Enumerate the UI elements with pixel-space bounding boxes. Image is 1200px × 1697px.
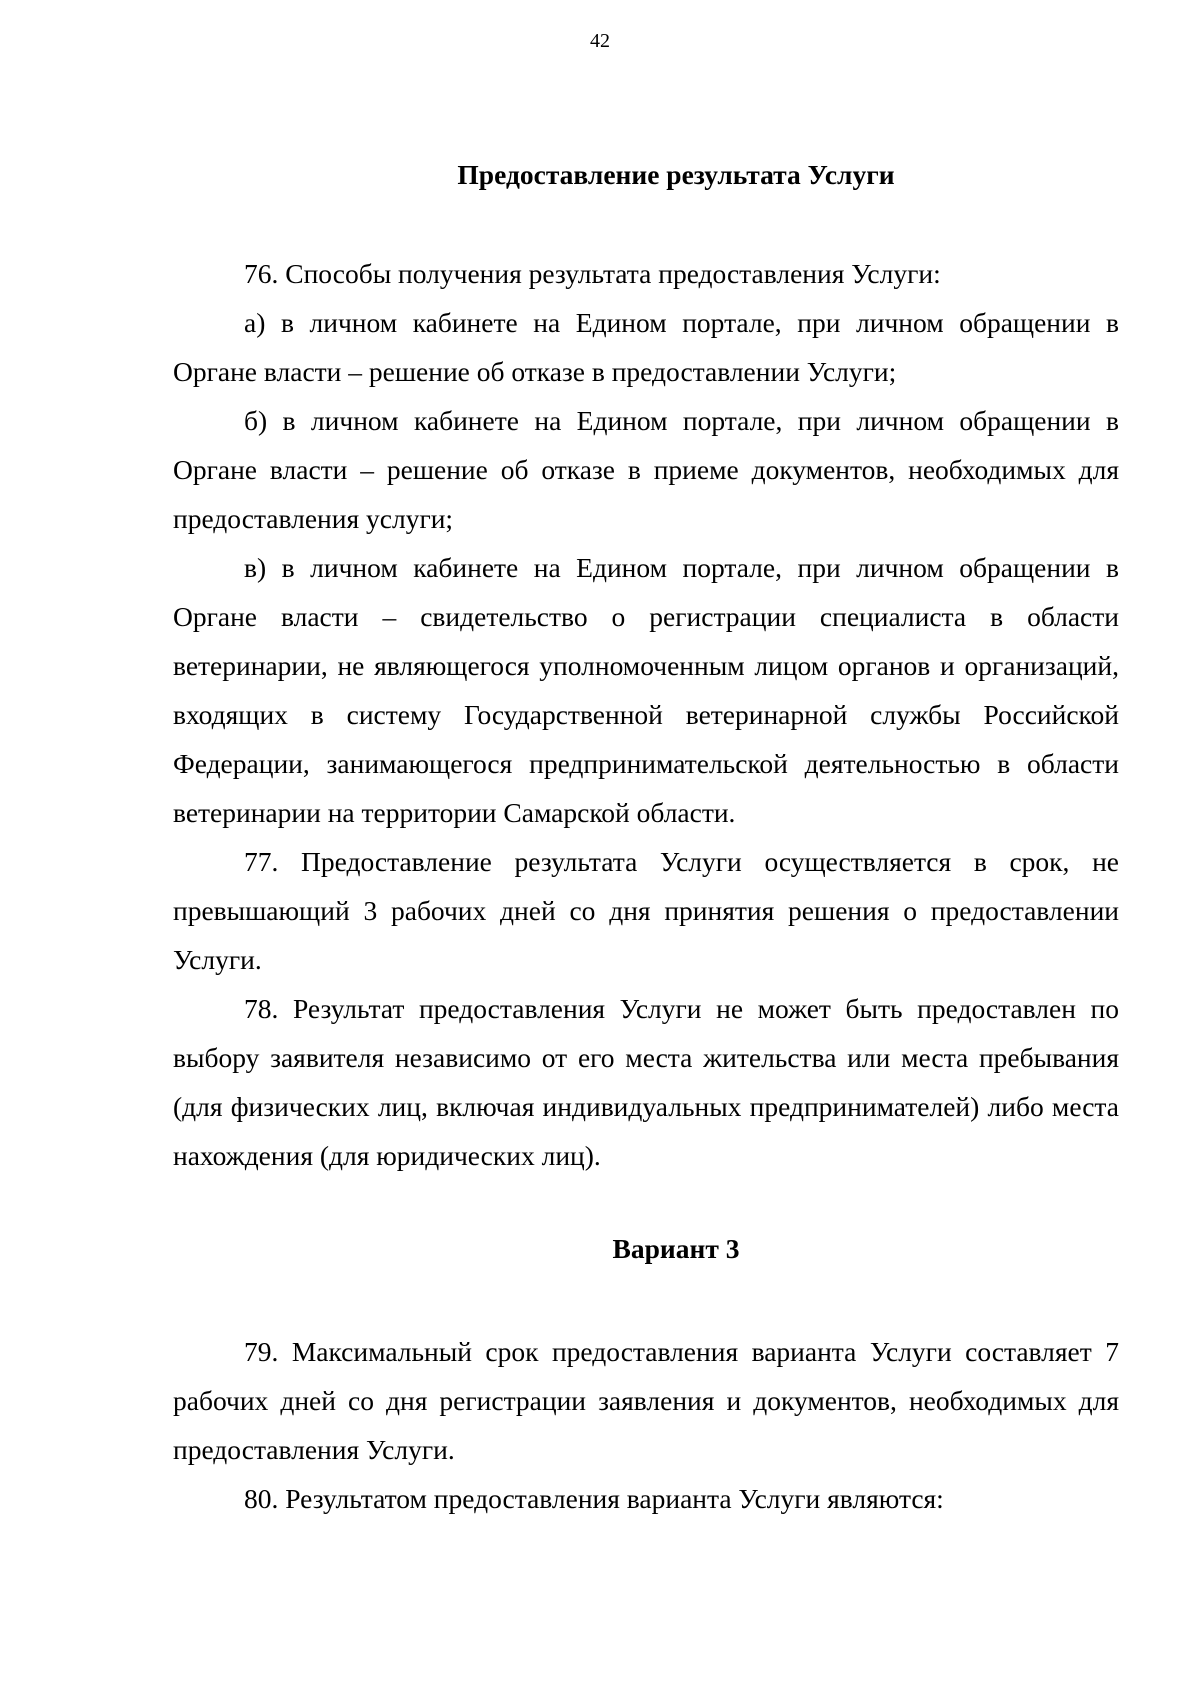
paragraph-76-a: а) в личном кабинете на Едином портале, при личном обращении в Органе власти – решение об отказе в предоставлении Услуги; — [173, 307, 1119, 387]
paragraph-80: 80. Результатом предоставления варианта Услуги являются: — [244, 1483, 944, 1514]
section-heading-variant-3: Вариант 3 — [612, 1233, 740, 1264]
paragraph-76-b: б) в личном кабинете на Едином портале, при личном обращении в Органе власти – решение об отказе в приеме документов, необходимых для предоставления услуги; — [173, 405, 1119, 534]
page-number: 42 — [590, 30, 610, 52]
paragraph-77: 77. Предоставление результата Услуги осуществляется в срок, не превышающий 3 рабочих дней со дня принятия решения о предоставлении Услуги. — [173, 846, 1119, 975]
paragraph-78: 78. Результат предоставления Услуги не может быть предоставлен по выбору заявителя независимо от его места жительства или места пребывания (для физических лиц, включая индивидуальных предпринимателей) либо места нахождения (для юридических лиц). — [173, 993, 1119, 1171]
paragraph-76-v: в) в личном кабинете на Едином портале, при личном обращении в Органе власти – свидетельство о регистрации специалиста в области ветеринарии, не являющегося уполномоченным лицом органов и организаций, входящих в систему Государственной ветеринарной службы Российской Федерации, занимающегося предпринимательской деятельностью в области ветеринарии на территории Самарской области. — [173, 552, 1119, 828]
section-heading-result: Предоставление результата Услуги — [457, 159, 895, 190]
paragraph-79: 79. Максимальный срок предоставления варианта Услуги составляет 7 рабочих дней со дня регистрации заявления и документов, необходимых для предоставления Услуги. — [173, 1336, 1119, 1465]
document-body — [173, 150, 1119, 1523]
paragraph-76: 76. Способы получения результата предоставления Услуги: — [244, 258, 941, 289]
